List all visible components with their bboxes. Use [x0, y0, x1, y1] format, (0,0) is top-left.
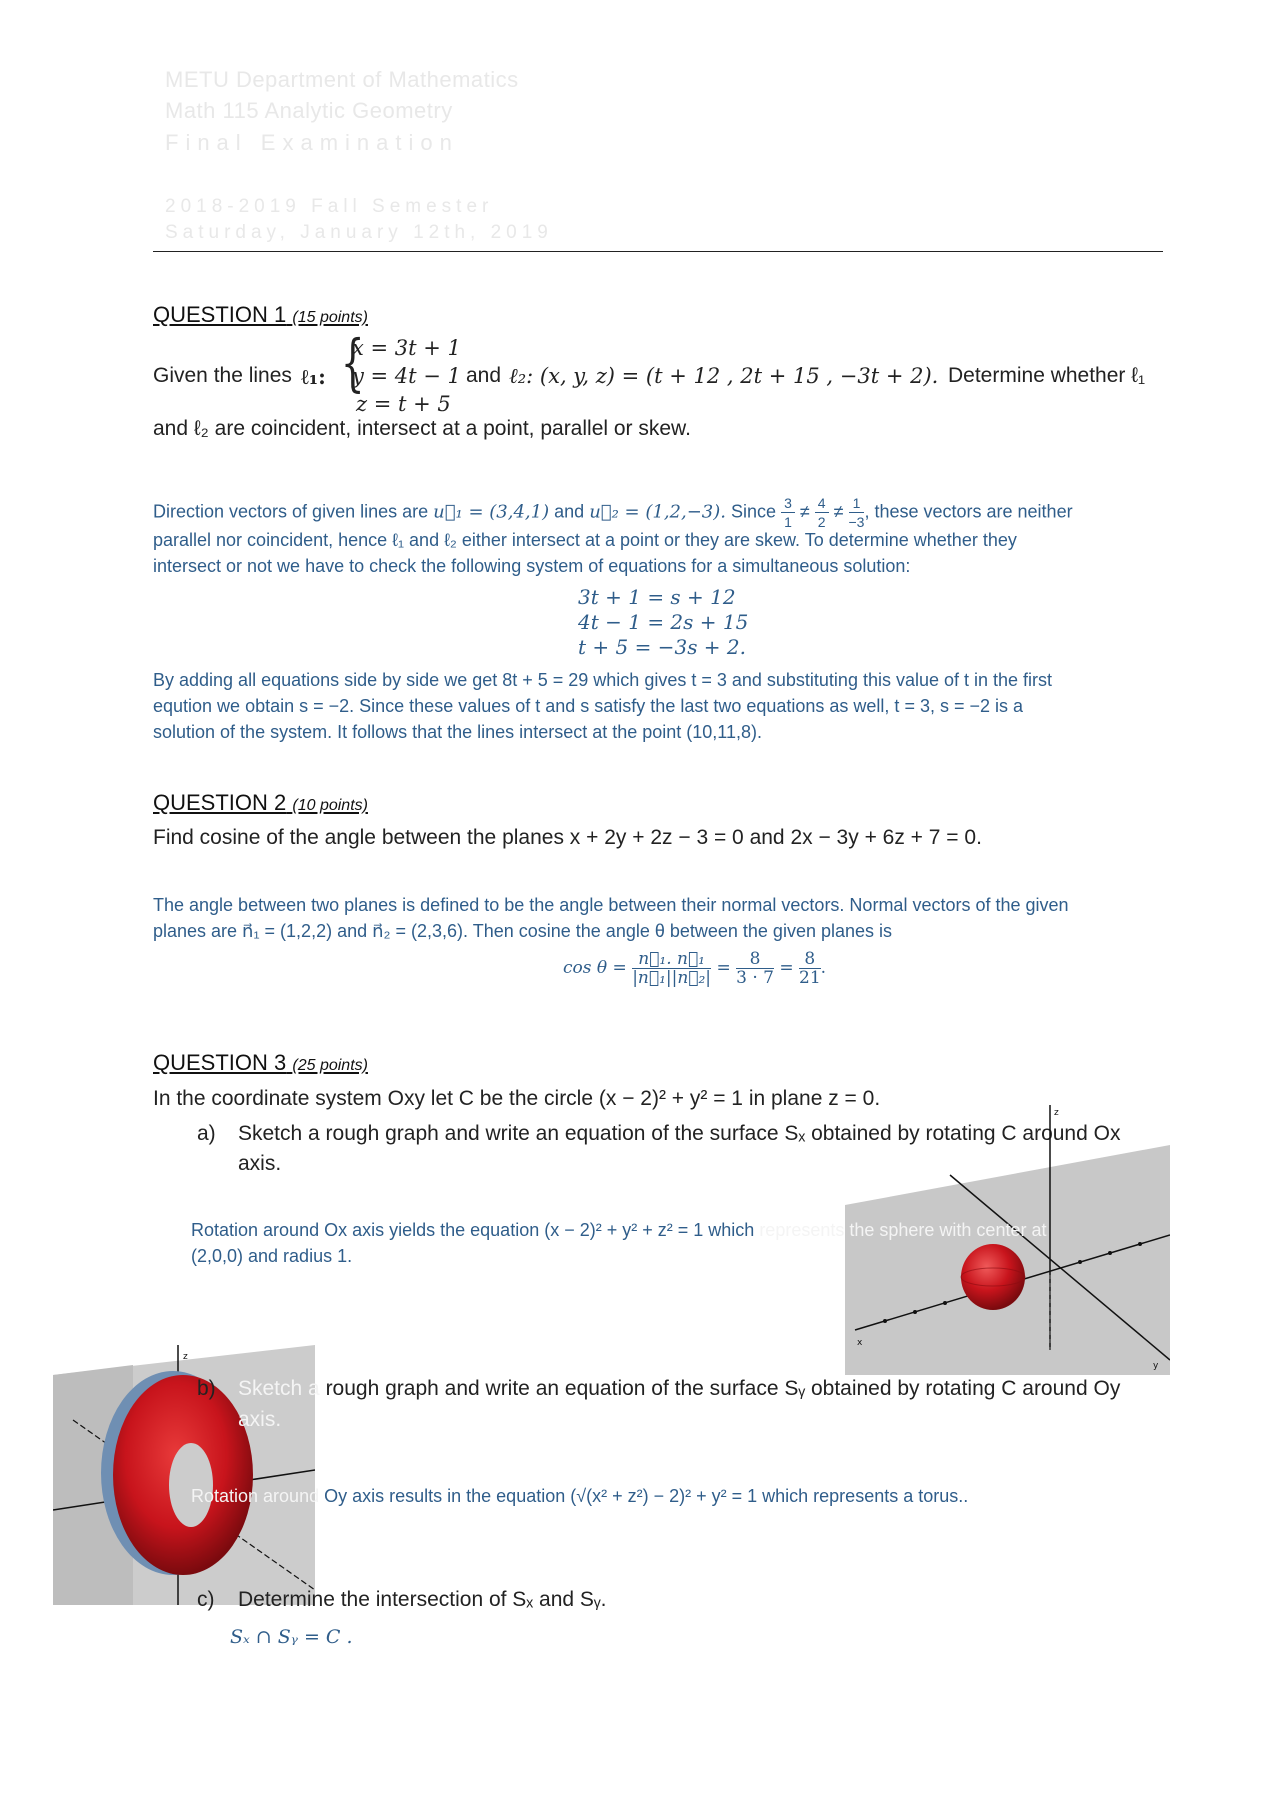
sphere-x-label: x: [857, 1338, 863, 1348]
q1-l1-eq3: z = t + 5: [356, 392, 451, 416]
q1-ans-line2: parallel nor coincident, hence ℓ₁ and ℓ₂ either intersect at a point or they are skew. To determine whether they: [153, 530, 1017, 550]
q2-ans-line1: The angle between two planes is defined to be the angle between their normal vectors. Normal vectors of the given: [153, 895, 1069, 915]
q1-given: Given the lines: [153, 364, 292, 387]
q1-l1-eq1: x = 3t + 1: [352, 336, 461, 360]
q1-frac1: $\frac{3}{1}$: [781, 494, 795, 531]
q3b-text2: axis.: [238, 1408, 282, 1431]
q2-cos-lhs: cos θ =: [563, 958, 627, 978]
q1-ans-since: Since: [731, 501, 777, 522]
header-exam: Final Examination: [165, 130, 459, 155]
q3a-ans-line1: [191, 1217, 1046, 1243]
q2-points: (10 points): [292, 797, 368, 814]
q2-heading: [153, 790, 368, 816]
q3-points: (25 points): [292, 1057, 368, 1074]
q1-neq1: ≠: [799, 501, 810, 522]
q2-frac1: $\frac{\text{n⃗₁. n⃗₁}}{\text{|n⃗₁||n⃗₂|}}$: [632, 949, 712, 988]
q1-ans-direction: Direction vectors of given lines are: [153, 501, 429, 522]
q3c-ans: Sₓ ∩ Sᵧ = C .: [230, 1626, 353, 1648]
q1-sys-eq3: t + 5 = −3s + 2.: [578, 635, 747, 659]
q1-ans-line5: eqution we obtain s = −2. Since these values of t and s satisfy the last two equations as well, t = 3, s = −2 is a: [153, 696, 1024, 716]
q1-ans-line1: [153, 494, 1073, 531]
q1-points: (15 points): [292, 309, 368, 326]
q3b-text1: [238, 1377, 1120, 1401]
torus-figure: [53, 1335, 315, 1605]
q1-sys-eq2: 4t − 1 = 2s + 15: [578, 610, 749, 634]
q3-heading: [153, 1050, 368, 1076]
q1-sys-eq1: 3t + 1 = s + 12: [578, 585, 736, 609]
q1-and: and: [466, 364, 502, 387]
q3a-ans-part1: Rotation around Ox axis yields the equation (x − 2)² + y² + z² = 1 which: [191, 1220, 755, 1240]
q2-ans-line2: planes are n⃗₁ = (1,2,2) and n⃗₂ = (2,3,6). Then cosine the angle θ between the given planes is: [153, 921, 893, 941]
q1-ans-line4: By adding all equations side by side we get 8t + 5 = 29 which gives t = 3 and substituting this value of t in the first: [153, 670, 1053, 690]
q2-text: Find cosine of the angle between the planes x + 2y + 2z − 3 = 0 and 2x − 3y + 6z + 7 = 0.: [153, 826, 982, 849]
torus-z-label: z: [183, 1352, 188, 1362]
q2-cos-formula: [563, 950, 826, 987]
q1-ans-neither: , these vectors are neither: [864, 501, 1073, 522]
q3a-label: a): [197, 1122, 216, 1145]
q1-l1-name: ℓ₁:: [301, 364, 326, 389]
q3c-text: Determine the intersection of Sₓ and Sᵧ.: [238, 1588, 607, 1611]
q1-frac3: $\frac{1}{-3}$: [848, 495, 865, 530]
q2-eq1: =: [716, 958, 731, 978]
q2-frac2: $\frac{8}{3 \cdot 7}$: [736, 949, 774, 988]
q3b-ans-part2: Oy axis results in the equation (√(x² + z²) − 2)² + y² = 1 which represents a torus..: [324, 1486, 969, 1506]
header-date: Saturday, January 12th, 2019: [165, 222, 553, 243]
q3a-text1: Sketch a rough graph and write an equation of the surface Sₓ obtained by rotating C around Ox: [238, 1122, 1121, 1145]
q1-ans-u2: u⃗₂ = (1,2,−3).: [589, 501, 726, 523]
q1-l2-eq: ℓ₂: (x, y, z) = (t + 12 , 2t + 15 , −3t + 2).: [509, 364, 939, 388]
q1-ans-u1: u⃗₁ = (3,4,1): [433, 501, 550, 523]
q3b-ans: [191, 1483, 968, 1509]
q1-brace: {: [340, 326, 365, 399]
q1-frac2: $\frac{4}{2}$: [815, 494, 829, 531]
header-course: Math 115 Analytic Geometry: [165, 98, 453, 123]
q1-ans-line6: solution of the system. It follows that the lines intersect at the point (10,11,8).: [153, 722, 762, 742]
q1-ans-and: and: [554, 501, 585, 522]
q2-frac3: $\frac{8}{21}$: [799, 949, 821, 988]
q2-title: QUESTION 2: [153, 790, 287, 815]
q2-period: .: [820, 958, 827, 978]
sphere-z-label: z: [1054, 1108, 1059, 1118]
q3-text: In the coordinate system Oxy let C be the circle (x − 2)² + y² = 1 in plane z = 0.: [153, 1087, 881, 1110]
q3c-label: c): [197, 1588, 215, 1611]
q1-heading: [153, 302, 368, 328]
q1-ans-line3: intersect or not we have to check the following system of equations for a simultaneous solution:: [153, 556, 911, 576]
q1-l1-eq2: y = 4t − 1: [352, 364, 461, 388]
q1-determine: Determine whether ℓ₁: [948, 364, 1146, 387]
q3a-text2: axis.: [238, 1152, 282, 1175]
q3b-text1-part1: Sketch a: [238, 1377, 320, 1400]
sphere-y-label: y: [1153, 1361, 1159, 1371]
header-department: METU Department of Mathematics: [165, 67, 519, 92]
q1-title: QUESTION 1: [153, 302, 287, 327]
q1-line2: and ℓ₂ are coincident, intersect at a point, parallel or skew.: [153, 417, 691, 440]
q1-neq2: ≠: [833, 501, 844, 522]
q3b-text1-part2: rough graph and write an equation of the surface Sᵧ obtained by rotating C around Oy: [325, 1377, 1121, 1400]
q3a-ans-line2: (2,0,0) and radius 1.: [191, 1246, 353, 1266]
header-semester: 2018-2019 Fall Semester: [165, 196, 494, 217]
q2-eq2: =: [779, 958, 794, 978]
q3b-label: b): [197, 1377, 216, 1400]
q3-title: QUESTION 3: [153, 1050, 287, 1075]
q3a-ans-part2: represents the sphere with center at: [759, 1220, 1047, 1240]
sphere-surface: [961, 1244, 1025, 1310]
q3b-ans-part1: Rotation around: [191, 1486, 320, 1506]
header-rule: [153, 251, 1163, 252]
